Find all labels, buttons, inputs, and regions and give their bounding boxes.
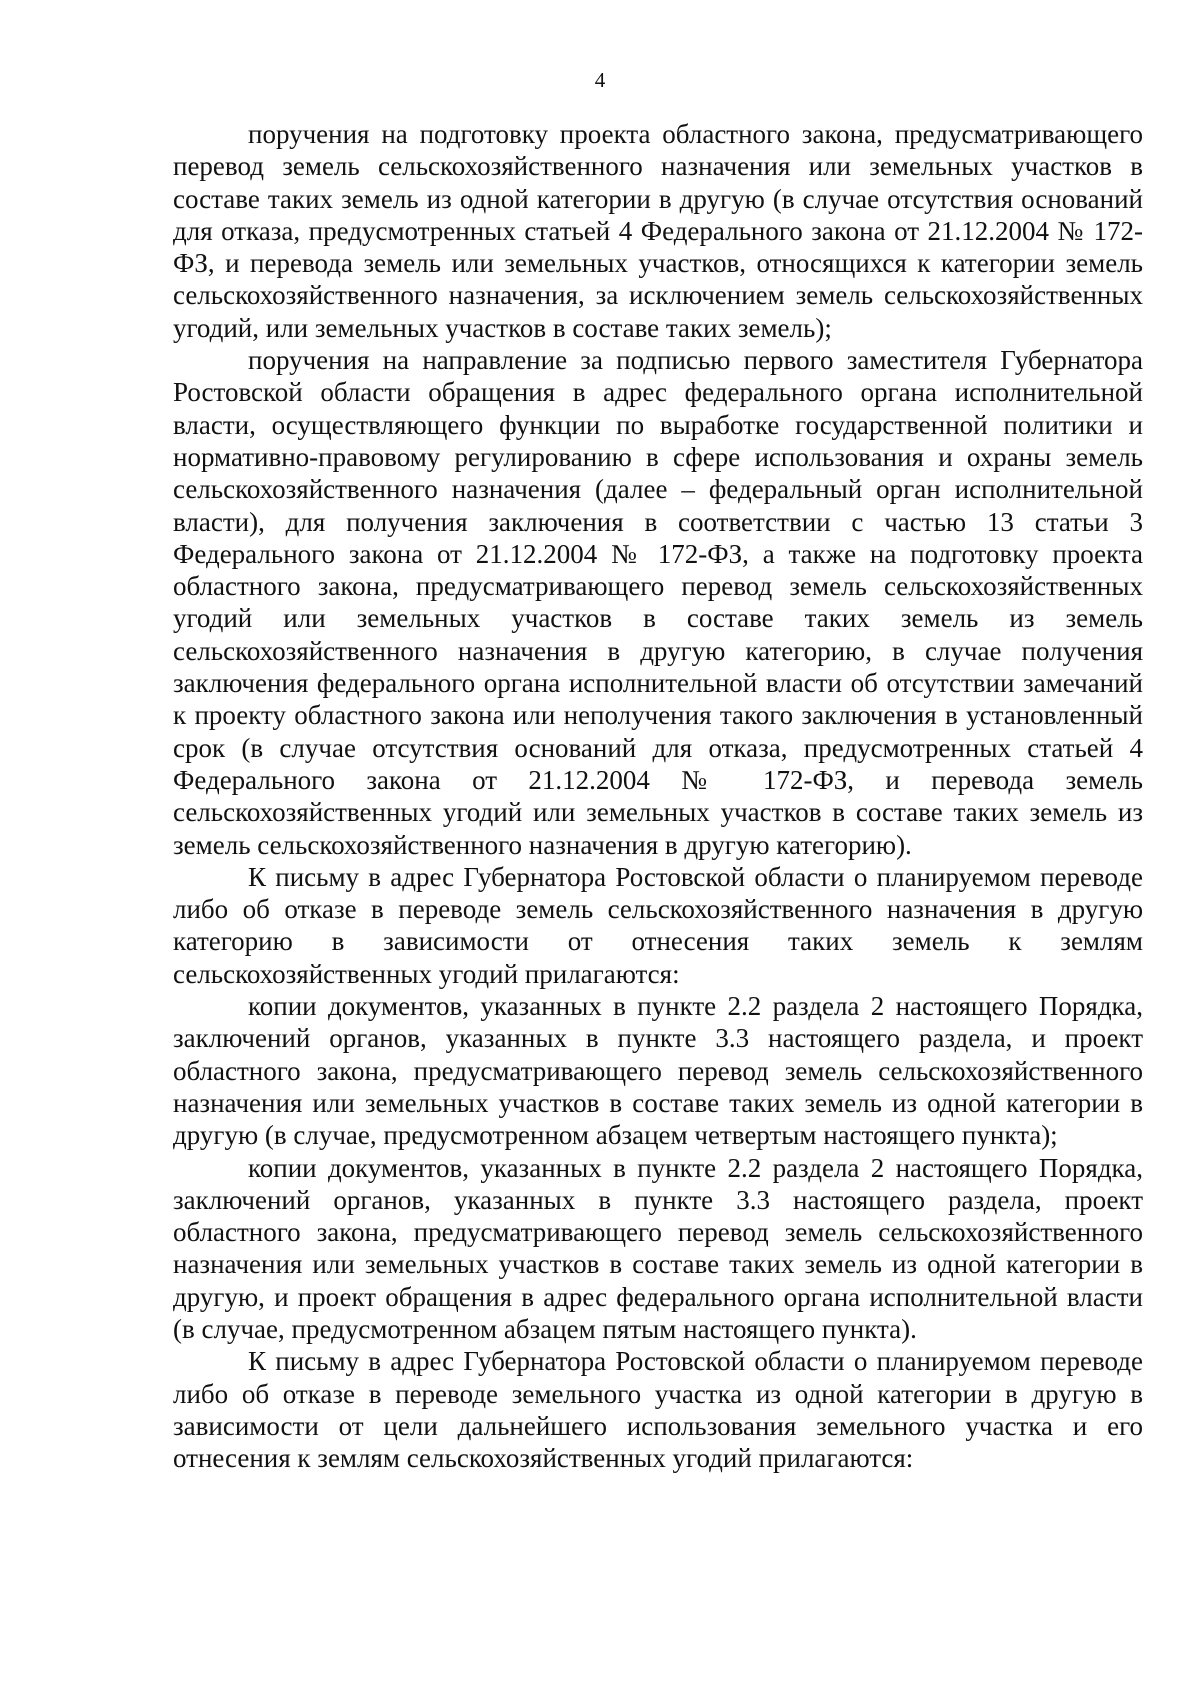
paragraph: копии документов, указанных в пункте 2.2 раздела 2 настоящего Порядка, заключений органов, указанных в пункте 3.3 настоящего раздела, и проект областного закона, предусматривающего перевод земель сельскохозяйственного назначения или земельных участков в составе таких земель из одной категории в другую (в случае, предусмотренном абзацем четвертым настоящего пункта); [173, 991, 1143, 1151]
page-number: 4 [594, 68, 606, 92]
document-body [173, 118, 1143, 1474]
paragraph: поручения на направление за подписью первого заместителя Губернатора Ростовской области обращения в адрес федерального органа исполнительной власти, осуществляющего функции по выработке государственной политики и нормативно-правовому регулированию в сфере использования и охраны земель сельскохозяйственного назначения (далее – федеральный орган исполнительной власти), для получения заключения в соответствии с частью 13 статьи 3 Федерального закона от 21.12.2004 № 172-ФЗ, а также на подготовку проекта областного закона, предусматривающего перевод земель сельскохозяйственных угодий или земельных участков в составе таких земель из земель сельскохозяйственного назначения в другую категорию, в случае получения заключения федерального органа исполнительной власти об отсутствии замечаний к проекту областного закона или неполучения такого заключения в установленный срок (в случае отсутствия оснований для отказа, предусмотренных статьей 4 Федерального закона от 21.12.2004 № 172-ФЗ, и перевода земель сельскохозяйственных угодий или земельных участков в составе таких земель из земель сельскохозяйственного назначения в другую категорию). [173, 345, 1143, 860]
paragraph: копии документов, указанных в пункте 2.2 раздела 2 настоящего Порядка, заключений органов, указанных в пункте 3.3 настоящего раздела, проект областного закона, предусматривающего перевод земель сельскохозяйственного назначения или земельных участков в составе таких земель из одной категории в другую, и проект обращения в адрес федерального органа исполнительной власти (в случае, предусмотренном абзацем пятым настоящего пункта). [173, 1152, 1143, 1344]
paragraph: поручения на подготовку проекта областного закона, предусматривающего перевод земель сельскохозяйственного назначения или земельных участков в составе таких земель из одной категории в другую (в случае отсутствия оснований для отказа, предусмотренных статьей 4 Федерального закона от 21.12.2004 № 172-ФЗ, и перевода земель или земельных участков, относящихся к категории земель сельскохозяйственного назначения, за исключением земель сельскохозяйственных угодий, или земельных участков в составе таких земель); [173, 119, 1143, 343]
paragraph: К письму в адрес Губернатора Ростовской области о планируемом переводе либо об отказе в переводе земель сельскохозяйственного назначения в другую категорию в зависимости от отнесения таких земель к землям сельскохозяйственных угодий прилагаются: [173, 861, 1143, 989]
paragraph: К письму в адрес Губернатора Ростовской области о планируемом переводе либо об отказе в переводе земельного участка из одной категории в другую в зависимости от цели дальнейшего использования земельного участка и его отнесения к землям сельскохозяйственных угодий прилагаются: [173, 1346, 1143, 1474]
